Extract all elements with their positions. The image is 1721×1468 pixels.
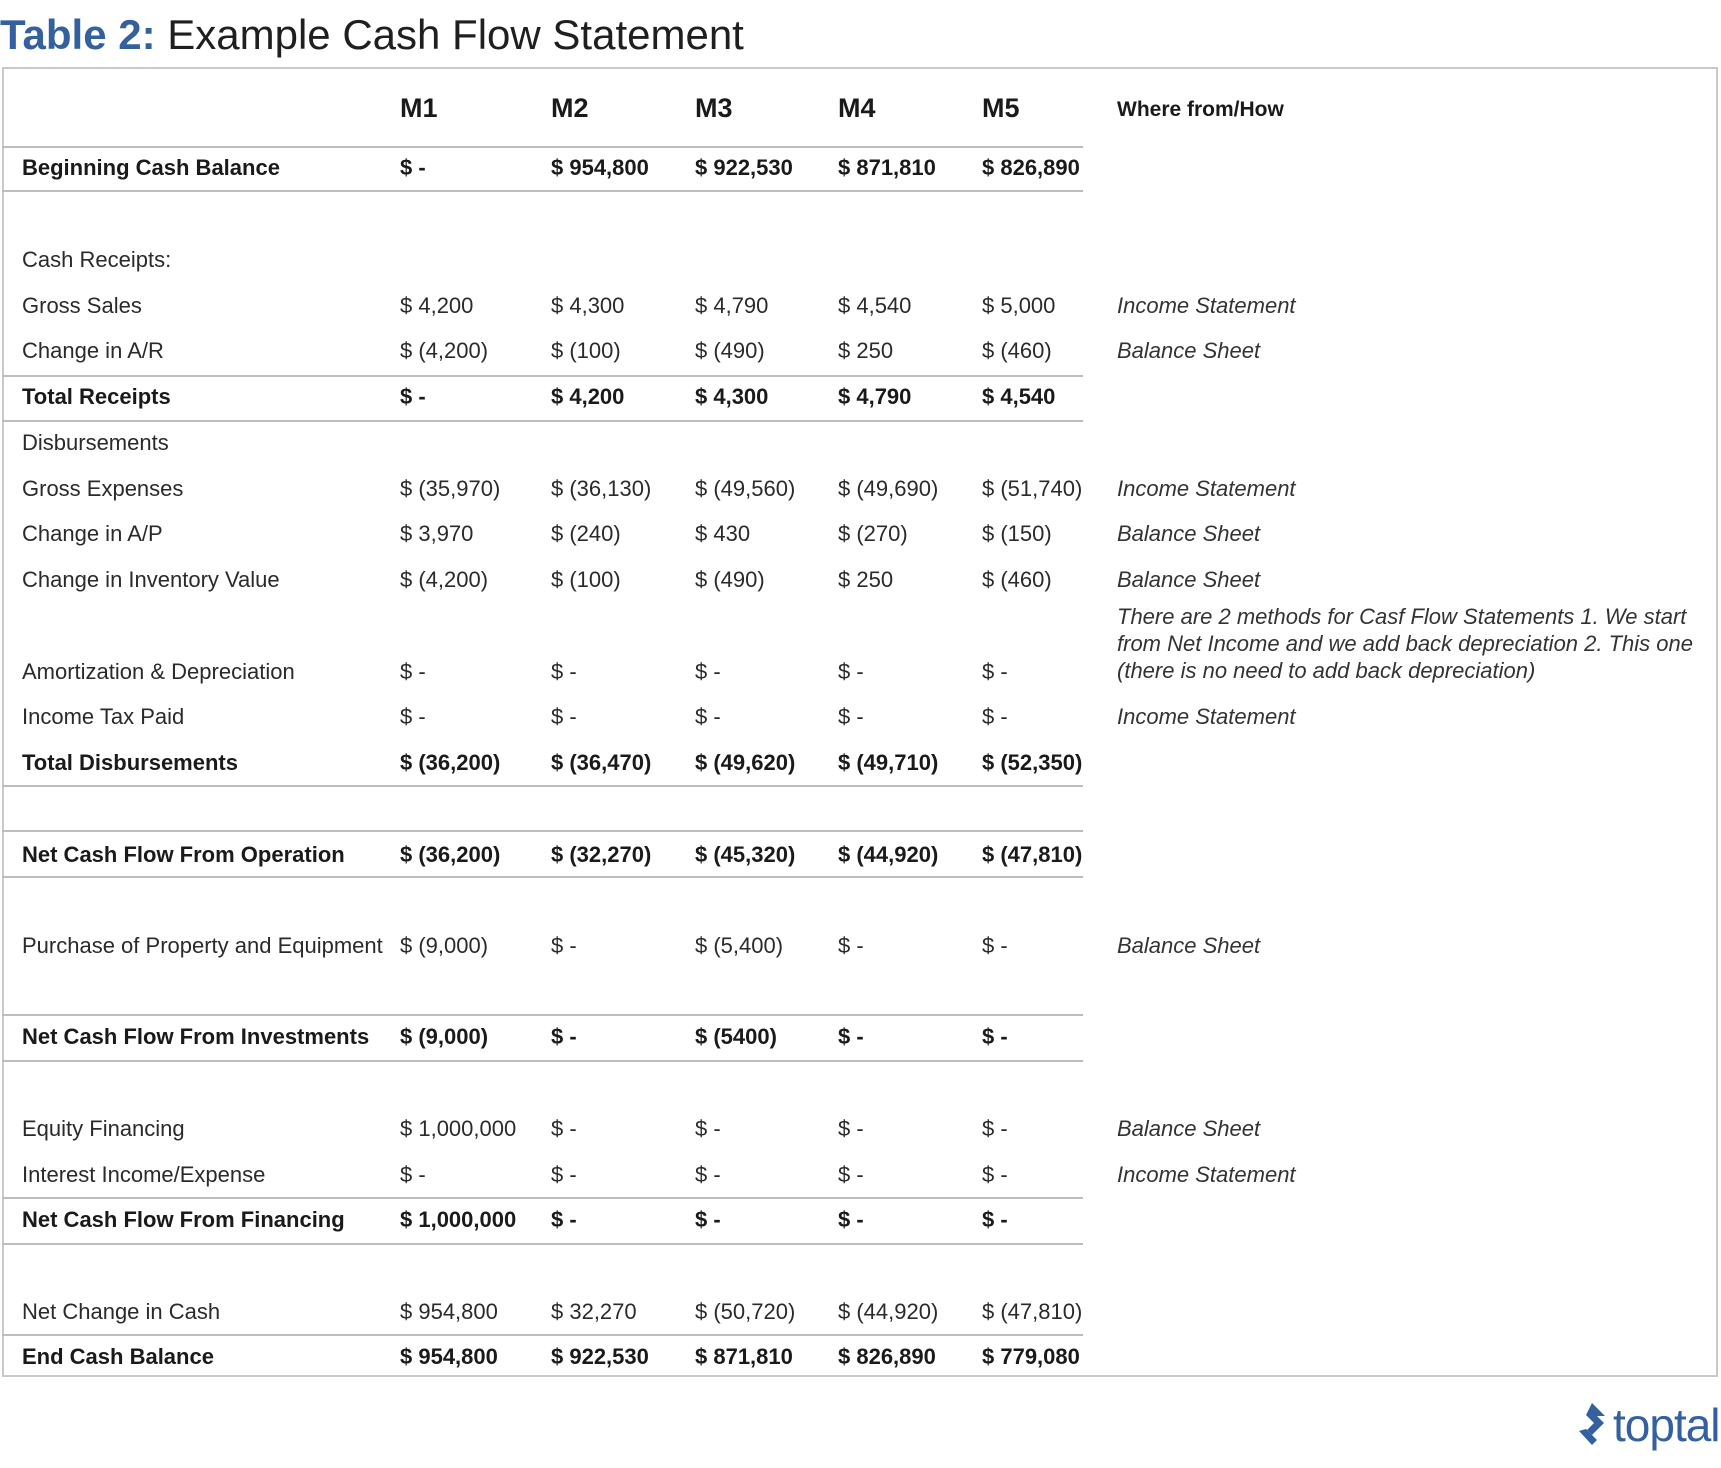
- row-value: $ -: [982, 1024, 1008, 1049]
- row-label: Change in Inventory Value: [22, 567, 280, 592]
- title-prefix: Table 2:: [0, 11, 156, 58]
- row-value: $ 5,000: [982, 293, 1056, 318]
- row-value: $ (49,710): [838, 750, 939, 775]
- row-note: Balance Sheet: [1117, 1116, 1261, 1141]
- row-value: $ 4,540: [838, 293, 912, 318]
- column-header: M5: [982, 93, 1020, 123]
- row-label: Disbursements: [22, 430, 169, 455]
- row-divider: [2, 1334, 1083, 1336]
- row-value: $ 4,200: [400, 293, 474, 318]
- row-value: $ -: [400, 1162, 426, 1187]
- row-value: $ -: [982, 933, 1008, 958]
- row-value: $ -: [695, 1162, 721, 1187]
- column-header: M3: [695, 93, 733, 123]
- column-header: M1: [400, 93, 438, 123]
- logo-wordmark: toptal: [1613, 1399, 1720, 1451]
- row-divider: [2, 146, 1083, 148]
- row-value: $ 826,890: [838, 1344, 936, 1369]
- row-value: $ (36,200): [400, 750, 501, 775]
- row-value: $ -: [400, 384, 426, 409]
- row-value: $ (9,000): [400, 1024, 489, 1049]
- row-value: $ 871,810: [695, 1344, 793, 1369]
- row-value: $ (52,350): [982, 750, 1083, 775]
- row-value: $ (270): [838, 521, 908, 546]
- row-value: $ -: [400, 155, 426, 180]
- row-value: $ (36,470): [551, 750, 652, 775]
- row-value: $ -: [982, 704, 1008, 729]
- row-label: Cash Receipts:: [22, 247, 172, 272]
- row-value: $ (150): [982, 521, 1052, 546]
- page-title: [0, 8, 744, 62]
- row-value: $ 4,300: [551, 293, 625, 318]
- row-note: Balance Sheet: [1117, 933, 1261, 958]
- row-value: $ -: [838, 1207, 864, 1232]
- row-divider: [2, 420, 1083, 422]
- row-divider: [2, 1197, 1083, 1199]
- row-value: $ -: [400, 659, 426, 684]
- row-value: $ 954,800: [551, 155, 649, 180]
- row-value: $ 871,810: [838, 155, 936, 180]
- row-divider: [2, 876, 1083, 878]
- row-label: Amortization & Depreciation: [22, 659, 295, 684]
- row-note: Income Statement: [1117, 476, 1296, 501]
- row-label: Net Change in Cash: [22, 1299, 221, 1324]
- row-value: $ (100): [551, 567, 621, 592]
- row-value: $ -: [695, 1207, 721, 1232]
- row-value: $ -: [838, 1024, 864, 1049]
- row-note: Income Statement: [1117, 293, 1296, 318]
- row-value: $ (460): [982, 567, 1052, 592]
- row-value: $ -: [982, 1162, 1008, 1187]
- row-value: $ 32,270: [551, 1299, 637, 1324]
- row-value: $ -: [551, 1207, 577, 1232]
- row-label: Gross Sales: [22, 293, 142, 318]
- row-value: $ -: [982, 659, 1008, 684]
- row-value: $ (44,920): [838, 842, 939, 867]
- row-divider: [2, 1060, 1083, 1062]
- row-value: $ -: [838, 1162, 864, 1187]
- row-value: $ 4,790: [695, 293, 769, 318]
- row-value: $ -: [695, 659, 721, 684]
- row-note: Balance Sheet: [1117, 338, 1261, 363]
- row-value: $ -: [551, 1116, 577, 1141]
- row-label: Total Receipts: [22, 384, 171, 409]
- row-value: $ (36,130): [551, 476, 652, 501]
- row-label: Gross Expenses: [22, 476, 184, 501]
- row-divider: [2, 830, 1083, 832]
- row-label: Change in A/R: [22, 338, 164, 363]
- row-value: $ (460): [982, 338, 1052, 363]
- row-value: $ -: [551, 1162, 577, 1187]
- row-value: $ 4,200: [551, 384, 625, 409]
- row-label: Net Cash Flow From Investments: [22, 1024, 370, 1049]
- row-value: $ 779,080: [982, 1344, 1080, 1369]
- row-label: Purchase of Property and Equipment: [22, 933, 383, 958]
- row-divider: [2, 1243, 1083, 1245]
- row-divider: [2, 190, 1083, 192]
- row-value: $ (32,270): [551, 842, 652, 867]
- row-divider: [2, 1014, 1083, 1016]
- row-note: Balance Sheet: [1117, 521, 1261, 546]
- row-value: $ 1,000,000: [400, 1116, 517, 1141]
- row-value: $ -: [838, 704, 864, 729]
- row-value: $ 4,300: [695, 384, 769, 409]
- row-value: $ 430: [695, 521, 751, 546]
- row-note: Income Statement: [1117, 1162, 1296, 1187]
- row-value: $ (4,200): [400, 338, 489, 363]
- row-value: $ (490): [695, 338, 765, 363]
- row-value: $ -: [838, 933, 864, 958]
- row-value: $ 954,800: [400, 1299, 498, 1324]
- row-value: $ -: [838, 659, 864, 684]
- row-value: $ (50,720): [695, 1299, 796, 1324]
- row-value: $ (51,740): [982, 476, 1083, 501]
- row-value: $ -: [551, 933, 577, 958]
- row-label: Net Cash Flow From Operation: [22, 842, 345, 867]
- row-value: $ -: [551, 659, 577, 684]
- column-header: M4: [838, 93, 876, 123]
- row-divider: [2, 785, 1083, 787]
- title-text: Example Cash Flow Statement: [155, 11, 744, 58]
- row-note: Income Statement: [1117, 704, 1296, 729]
- row-value: $ 826,890: [982, 155, 1080, 180]
- row-value: $ (490): [695, 567, 765, 592]
- row-divider: [2, 375, 1083, 377]
- row-value: $ -: [551, 1024, 577, 1049]
- row-label: Income Tax Paid: [22, 704, 185, 729]
- row-note: Balance Sheet: [1117, 567, 1261, 592]
- row-value: $ (5,400): [695, 933, 784, 958]
- row-value: $ 954,800: [400, 1344, 498, 1369]
- where-from-header: Where from/How: [1117, 98, 1284, 121]
- row-value: $ -: [695, 1116, 721, 1141]
- row-value: $ (100): [551, 338, 621, 363]
- row-value: $ 250: [838, 338, 894, 363]
- row-value: $ 922,530: [695, 155, 793, 180]
- row-label: Beginning Cash Balance: [22, 155, 280, 180]
- row-value: $ (36,200): [400, 842, 501, 867]
- row-label: Net Cash Flow From Financing: [22, 1207, 345, 1232]
- row-value: $ -: [551, 704, 577, 729]
- row-value: $ 1,000,000: [400, 1207, 517, 1232]
- row-value: $ (45,320): [695, 842, 796, 867]
- row-label: Change in A/P: [22, 521, 163, 546]
- toptal-logo: [1575, 1395, 1720, 1455]
- row-note: There are 2 methods for Casf Flow Statements 1. We start from Net Income and we add back depreciation 2. This one (there is no need to add back depreciation): [1117, 604, 1693, 683]
- row-value: $ (49,620): [695, 750, 796, 775]
- toptal-logo-icon: [1575, 1401, 1609, 1449]
- row-label: Total Disbursements: [22, 750, 238, 775]
- row-value: $ 3,970: [400, 521, 474, 546]
- row-value: $ (49,690): [838, 476, 939, 501]
- row-value: $ -: [982, 1207, 1008, 1232]
- row-value: $ 4,540: [982, 384, 1056, 409]
- column-header: M2: [551, 93, 589, 123]
- row-value: $ (47,810): [982, 842, 1083, 867]
- row-value: $ (47,810): [982, 1299, 1083, 1324]
- row-label: End Cash Balance: [22, 1344, 214, 1369]
- row-value: $ -: [695, 704, 721, 729]
- row-label: Interest Income/Expense: [22, 1162, 266, 1187]
- row-value: $ -: [982, 1116, 1008, 1141]
- row-value: $ 250: [838, 567, 894, 592]
- row-value: $ (4,200): [400, 567, 489, 592]
- row-value: $ (49,560): [695, 476, 796, 501]
- row-value: $ (9,000): [400, 933, 489, 958]
- row-value: $ (44,920): [838, 1299, 939, 1324]
- row-label: Equity Financing: [22, 1116, 185, 1141]
- row-value: $ 4,790: [838, 384, 912, 409]
- row-value: $ -: [400, 704, 426, 729]
- row-value: $ -: [838, 1116, 864, 1141]
- row-value: $ (35,970): [400, 476, 501, 501]
- row-value: $ 922,530: [551, 1344, 649, 1369]
- row-value: $ (5400): [695, 1024, 777, 1049]
- row-value: $ (240): [551, 521, 621, 546]
